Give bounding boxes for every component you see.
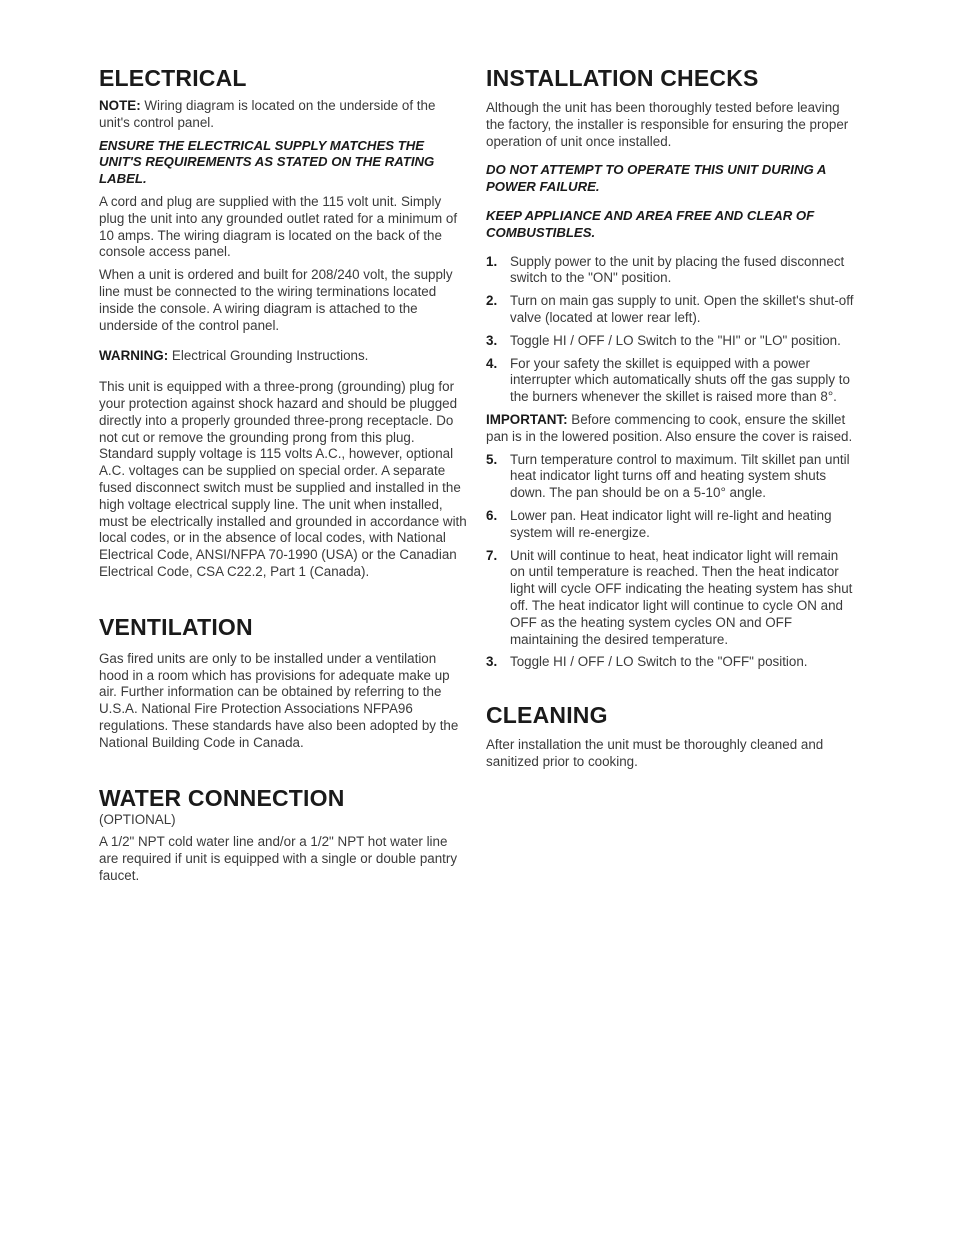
electrical-note [99,98,469,132]
water-section [99,784,469,885]
checks-warning-power: DO NOT ATTEMPT TO OPERATE THIS UNIT DURING A POWER FAILURE. [486,162,826,195]
step-text: For your safety the skillet is equipped with a power interrupter which automatically shuts off the gas supply to the burners whenever the skillet is raised more than 8°. [510,355,850,405]
step-number: 3. [486,332,498,348]
step-item [486,293,854,327]
note-text: Wiring diagram is located on the underside of the unit's control panel. [99,98,436,130]
step-number: 3. [486,654,498,670]
electrical-heading: ELECTRICAL [99,65,247,91]
step-number: 5. [486,451,498,467]
checks-warning-combustibles: KEEP APPLIANCE AND AREA FREE AND CLEAR OF COMBUSTIBLES. [486,207,815,240]
electrical-para-1: A cord and plug are supplied with the 115 volt unit. Simply plug the unit into any grounded outlet rated for a minimum of 10 amps. The wiring diagram is located on the back of the console access panel. [99,193,458,260]
step-text: Unit will continue to heat, heat indicator light will remain on until temperature is reached. Then the heat indicator light will cycle OFF indicating the heating system has shut off. The heat indicator light will continue to cycle ON and OFF as the heating system cycles ON and OFF maintaining the desired temperature. [510,547,853,647]
steps-list-a [486,254,854,406]
electrical-para-3: This unit is equipped with a three-prong (grounding) plug for your protection against shock hazard and should be plugged directly into a properly grounded three-prong receptacle. Do not cut or remove the grounding prong from this plug. Standard supply voltage is 115 volts A.C., however, optional A.C. voltages can be supplied on special order. A separate fused disconnect switch must be supplied and installed in the high voltage electrical supply line. The unit when installed, must be electrically installed and grounded in accordance with local codes, or in the absence of local codes, with National Electrical Code, ANSI/NFPA 70-1990 (USA) or the Canadian Electrical Code, CSA C22.2, Part 1 (Canada). [99,379,467,579]
supply-warning: ENSURE THE ELECTRICAL SUPPLY MATCHES THE UNIT'S REQUIREMENTS AS STATED ON THE RATING LABEL. [99,137,435,187]
water-optional: (OPTIONAL) [99,811,176,827]
ventilation-para: Gas fired units are only to be installed under a ventilation hood in a room which has provisions for adequate make up air. Further information can be obtained by referring to the U.S.A. National Fire Protection Associations NFPA96 regulations. These standards have also been adopted by the National Building Code in Canada. [99,650,459,750]
step-item [486,333,854,350]
installation-checks-heading: INSTALLATION CHECKS [486,65,759,91]
step-text: Toggle HI / OFF / LO Switch to the "OFF" position. [510,654,808,670]
right-column [486,64,854,777]
electrical-para-2: When a unit is ordered and built for 208/240 volt, the supply line must be connected to the wiring terminations located inside the console. A wiring diagram is attached to the underside of the control panel. [99,267,453,333]
cleaning-para: After installation the unit must be thoroughly cleaned and sanitized prior to cooking. [486,737,824,769]
step-text: Turn on main gas supply to unit. Open the skillet's shut-off valve (located at lower rear left). [510,293,854,325]
step-item [486,452,854,502]
step-number: 6. [486,507,498,523]
checks-intro: Although the unit has been thoroughly tested before leaving the factory, the installer is responsible for ensuring the proper operation of unit once installed. [486,100,849,149]
step-text: Turn temperature control to maximum. Tilt skillet pan until heat indicator light turns off and heating system shuts down. The pan should be on a 5-10° angle. [510,451,850,501]
cleaning-heading: CLEANING [486,702,608,729]
installation-checks-section [486,64,854,671]
step-item [486,508,854,542]
warning-label: WARNING: [99,348,169,364]
electrical-section [99,64,469,581]
warning-text: Electrical Grounding Instructions. [168,348,369,364]
step-item [486,654,854,671]
important-label: IMPORTANT: [486,411,568,427]
step-number: 1. [486,253,498,269]
step-item [486,548,854,649]
step-text: Toggle HI / OFF / LO Switch to the "HI" or "LO" position. [510,332,841,348]
water-para: A 1/2" NPT cold water line and/or a 1/2" NPT hot water line are required if unit is equipped with a single or double pantry faucet. [99,834,458,883]
step-number: 7. [486,547,498,563]
step-number: 4. [486,355,498,371]
ventilation-heading: VENTILATION [99,613,253,640]
water-heading: WATER CONNECTION [99,784,345,811]
important-note [486,412,854,446]
step-item [486,254,854,288]
step-text: Lower pan. Heat indicator light will re-light and heating system will re-energize. [510,507,832,540]
cleaning-section [486,701,854,771]
step-text: Supply power to the unit by placing the fused disconnect switch to the "ON" position. [510,253,845,286]
note-label: NOTE: [99,98,141,113]
steps-list-b [486,452,854,672]
step-item [486,356,854,406]
ventilation-section [99,613,469,752]
electrical-warning [99,348,469,365]
left-column [99,64,469,891]
important-text: Before commencing to cook, ensure the skillet pan is in the lowered position. Also ensure the cover is raised. [486,411,853,444]
step-number: 2. [486,293,498,309]
